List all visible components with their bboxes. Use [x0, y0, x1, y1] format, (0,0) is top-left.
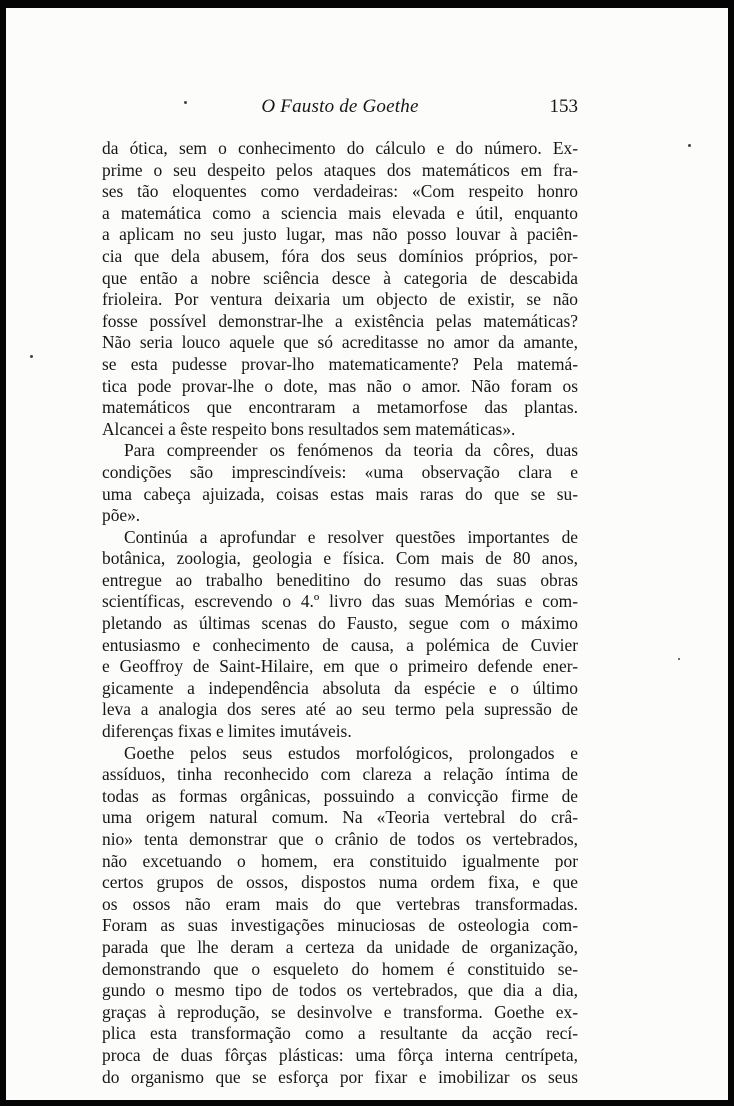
- text-line: a aplicam no seu justo lugar, mas não posso louvar à paciên-: [102, 224, 578, 245]
- text-line: diferenças fixas e limites imutáveis.: [102, 721, 352, 742]
- text-line: não excetuando o homem, era constituido igualmente por: [102, 850, 578, 871]
- text-line: nio» tenta demonstrar que o crânio de todos os vertebrados,: [102, 829, 578, 849]
- text-line: da ótica, sem o conhecimento do cálculo e do número. Ex-: [102, 138, 578, 158]
- page-number: 153: [549, 96, 578, 117]
- text-line: Goethe pelos seus estudos morfológicos, prolongados e: [124, 742, 578, 763]
- text-line: cia que dela abusem, fóra dos seus domínios próprios, por-: [102, 245, 578, 266]
- text-line: entusiasmo e conhecimento de causa, a polémica de Cuvier: [102, 634, 578, 655]
- text-line: graças à reprodução, se desinvolve e transforma. Goethe ex-: [102, 1001, 578, 1022]
- text-line: tica pode provar-lhe o dote, mas não o amor. Não foram os: [102, 375, 578, 396]
- page-header: [102, 96, 578, 124]
- text-line: assíduos, tinha reconhecido com clareza a relação íntima de: [102, 764, 578, 785]
- text-line: condições são imprescindíveis: «uma observação clara e: [102, 461, 578, 482]
- text-line: ses tão eloquentes como verdadeiras: «Com respeito honro: [102, 181, 578, 202]
- text-line: Para compreender os fenómenos da teoria da côres, duas: [124, 440, 578, 461]
- text-line: pletando as últimas scenas do Fausto, segue com o máximo: [102, 613, 578, 634]
- text-line: leva a analogia dos seres até ao seu termo pela supressão de: [102, 699, 578, 720]
- text-line: Não seria louco aquele que só acreditasse no amor da amante,: [102, 332, 578, 353]
- text-line: se esta pudesse provar-lho matematicamente? Pela matemá-: [102, 353, 578, 374]
- running-title: O Fausto de Goethe: [261, 96, 419, 117]
- text-line: Continúa a aprofundar e resolver questões importantes de: [124, 526, 578, 547]
- body-text: [102, 138, 578, 1088]
- text-line: fosse possível demonstrar-lhe a existência pelas matemáticas?: [102, 310, 578, 331]
- text-line: os ossos não eram mais do que vertebras transformadas.: [102, 893, 578, 914]
- text-line: parada que lhe deram a certeza da unidade de organização,: [102, 936, 578, 957]
- ink-speck: [184, 101, 187, 104]
- text-line: gicamente a independência absoluta da espécie e o último: [102, 677, 578, 698]
- text-line: todas as formas orgânicas, possuindo a convicção firme de: [102, 785, 578, 806]
- text-line: matemáticos que encontraram a metamorfose das plantas.: [102, 397, 578, 418]
- text-line: frioleira. Por ventura deixaria um objecto de existir, se não: [102, 289, 578, 310]
- text-line: prime o seu despeito pelos ataques dos matemáticos em fra-: [102, 159, 578, 180]
- text-line: do organismo que se esforça por fixar e imobilizar os seus: [102, 1066, 578, 1087]
- text-line: põe».: [102, 505, 141, 526]
- ink-speck: [30, 355, 33, 358]
- text-line: entregue ao trabalho beneditino do resumo das suas obras: [102, 569, 578, 590]
- text-line: plica esta transformação como a resultante da acção recí-: [102, 1023, 578, 1044]
- ink-speck: [688, 144, 691, 147]
- text-line: demonstrando que o esqueleto do homem é constituido se-: [102, 958, 578, 979]
- text-line: Alcancei a êste respeito bons resultados sem matemáticas».: [102, 418, 516, 439]
- text-line: proca de duas fôrças plásticas: uma fôrça interna centrípeta,: [102, 1044, 578, 1065]
- ink-speck: [678, 658, 680, 660]
- text-line: scientíficas, escrevendo o 4.º livro das suas Memórias e com-: [102, 591, 578, 612]
- text-line: uma origem natural comum. Na «Teoria vertebral do crâ-: [102, 807, 578, 828]
- text-line: certos grupos de ossos, dispostos numa ordem fixa, e que: [102, 872, 578, 893]
- text-line: gundo o mesmo tipo de todos os vertebrados, que dia a dia,: [102, 980, 578, 1001]
- text-line: e Geoffroy de Saint-Hilaire, em que o primeiro defende ener-: [102, 656, 578, 677]
- text-line: Foram as suas investigações minuciosas de osteologia com-: [102, 915, 578, 936]
- text-line: uma cabeça ajuizada, coisas estas mais raras do que se su-: [102, 483, 578, 504]
- text-line: botânica, zoologia, geologia e física. Com mais de 80 anos,: [102, 548, 578, 569]
- text-line: que então a nobre sciência desce à categoria de descabida: [102, 267, 578, 288]
- text-line: a matemática como a sciencia mais elevada e útil, enquanto: [102, 202, 578, 223]
